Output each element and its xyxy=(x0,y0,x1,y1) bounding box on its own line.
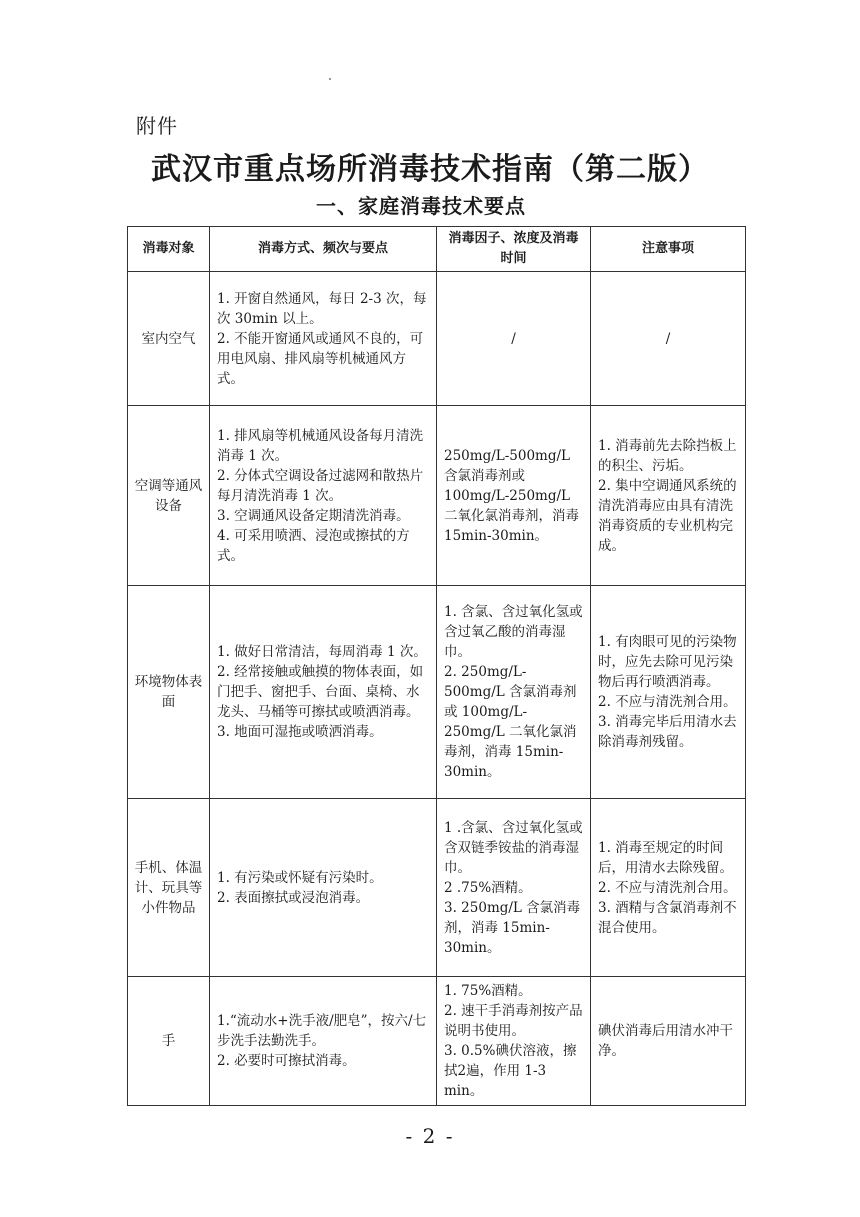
factor-line: 1. 75%酒精。 xyxy=(444,983,532,999)
table-row xyxy=(128,406,746,586)
factor-line: 3. 0.5%碘伏溶液，擦拭2遍，作用 1-3 min。 xyxy=(444,1043,577,1099)
row-notes xyxy=(591,977,746,1106)
notes-line: 1. 消毒前先去除挡板上的积尘、污垢。 xyxy=(598,437,737,474)
row-factor xyxy=(437,586,591,799)
factor-line: 1. 含氯、含过氧化氢或含过氧乙酸的消毒湿巾。 xyxy=(444,604,583,660)
method-line: 1. 排风扇等机械通风设备每月清洗消毒 1 次。 xyxy=(217,427,424,464)
method-line: 3. 空调通风设备定期清洗消毒。 xyxy=(217,507,410,524)
method-line: 2. 表面擦拭或浸泡消毒。 xyxy=(217,889,370,906)
section-heading: 一、家庭消毒技术要点 xyxy=(316,194,526,218)
row-notes xyxy=(591,586,746,799)
factor-line: 2 .75%酒精。 xyxy=(444,879,532,896)
row-object: 室内空气 xyxy=(128,272,210,406)
row-object: 环境物体表面 xyxy=(128,586,210,799)
header-notes: 注意事项 xyxy=(591,227,746,272)
table-row xyxy=(128,272,746,406)
method-line: 2. 不能开窗通风或通风不良的，可用电风扇、排风扇等机械通风方式。 xyxy=(217,330,424,387)
factor-line: 3. 250mg/L 含氯消毒剂，消毒 15min-30min。 xyxy=(444,899,581,956)
notes-line: 碘伏消毒后用清水冲干净。 xyxy=(598,1023,733,1059)
table-header-row xyxy=(128,227,746,272)
notes-line: 1. 有肉眼可见的污染物时，应先去除可见污染物后再行喷洒消毒。 xyxy=(598,634,737,690)
table-row xyxy=(128,799,746,977)
method-line: 1. 有污染或怀疑有污染时。 xyxy=(217,869,383,886)
notes-line: 2. 集中空调通风系统的清洗消毒应由具有清洗消毒资质的专业机构完成。 xyxy=(598,477,737,554)
row-factor xyxy=(437,406,591,586)
document-title: 武汉市重点场所消毒技术指南（第二版） xyxy=(151,152,709,187)
factor-line: 250mg/L-500mg/L 含氯消毒剂或 100mg/L-250mg/L 二氧化氯消毒剂，消毒 15min-30min。 xyxy=(444,447,579,544)
row-method xyxy=(210,406,437,586)
row-method xyxy=(210,586,437,799)
notes-line: 2. 不应与清洗剂合用。 xyxy=(598,879,737,896)
page-number: - 2 - xyxy=(405,1124,455,1148)
row-factor: / xyxy=(437,272,591,406)
row-method xyxy=(210,272,437,406)
row-notes xyxy=(591,406,746,586)
row-factor xyxy=(437,977,591,1106)
scan-speck xyxy=(329,78,331,80)
row-factor xyxy=(437,799,591,977)
row-object: 手机、体温计、玩具等小件物品 xyxy=(128,799,210,977)
method-line: 3. 地面可湿拖或喷洒消毒。 xyxy=(217,724,383,740)
factor-line: 2. 250mg/L-500mg/L 含氯消毒剂或 100mg/L-250mg/L 二氧化氯消毒剂，消毒 15min-30min。 xyxy=(444,664,577,780)
method-line: 1. 做好日常清洁，每周消毒 1 次。 xyxy=(217,644,427,660)
notes-line: 3. 酒精与含氯消毒剂不混合使用。 xyxy=(598,899,737,936)
attachment-label: 附件 xyxy=(136,114,178,138)
header-factor: 消毒因子、浓度及消毒时间 xyxy=(437,227,591,272)
row-object: 手 xyxy=(128,977,210,1106)
notes-line: 1. 消毒至规定的时间后，用清水去除残留。 xyxy=(598,839,733,876)
method-line: 2. 经常接触或触摸的物体表面，如门把手、窗把手、台面、桌椅、水龙头、马桶等可擦拭或喷洒消毒。 xyxy=(217,664,424,720)
row-notes xyxy=(591,799,746,977)
table-row xyxy=(128,586,746,799)
table-row xyxy=(128,977,746,1106)
header-method: 消毒方式、频次与要点 xyxy=(210,227,437,272)
row-object: 空调等通风设备 xyxy=(128,406,210,586)
method-line: 1.“流动水+洗手液/肥皂”，按六/七步洗手法勤洗手。 xyxy=(217,1013,427,1049)
row-method xyxy=(210,977,437,1106)
method-line: 2. 必要时可擦拭消毒。 xyxy=(217,1053,356,1069)
row-notes: / xyxy=(591,272,746,406)
header-object: 消毒对象 xyxy=(128,227,210,272)
notes-line: 3. 消毒完毕后用清水去除消毒剂残留。 xyxy=(598,714,737,750)
row-method xyxy=(210,799,437,977)
disinfection-table xyxy=(127,226,746,1106)
method-line: 2. 分体式空调设备过滤网和散热片每月清洗消毒 1 次。 xyxy=(217,467,424,504)
notes-line: 2. 不应与清洗剂合用。 xyxy=(598,694,737,710)
method-line: 1. 开窗自然通风，每日 2-3 次，每次 30min 以上。 xyxy=(217,290,427,327)
factor-line: 1 .含氯、含过氧化氢或含双链季铵盐的消毒湿巾。 xyxy=(444,819,583,876)
factor-line: 2. 速干手消毒剂按产品说明书使用。 xyxy=(444,1003,583,1039)
method-line: 4. 可采用喷洒、浸泡或擦拭的方式。 xyxy=(217,527,410,564)
